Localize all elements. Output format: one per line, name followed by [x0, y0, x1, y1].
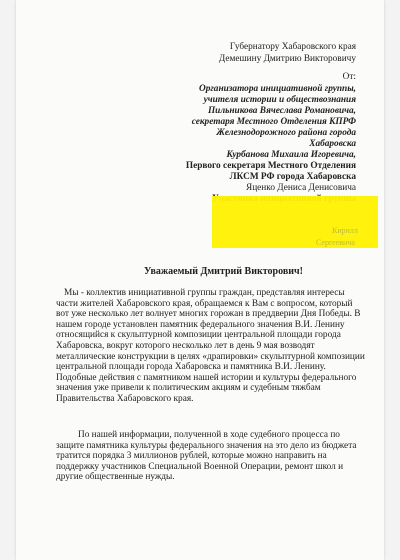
sender-line: Организатора инициативной группы,: [199, 84, 356, 94]
paragraph-line: центральной площади города Хабаровска и памятника В.И. Ленину.: [56, 362, 326, 373]
salutation: Уважаемый Дмитрий Викторович!: [144, 266, 303, 277]
paragraph-line: тратится порядка 3 миллионов рублей, которые можно направить на: [56, 451, 327, 462]
from-label: От:: [342, 72, 356, 82]
sender-line: Железнодорожного района города: [216, 128, 356, 138]
paragraph-line: относящийся к скульптурной композиции центральной площади города: [56, 330, 341, 341]
paragraph-line: металлические конструкции в целях «драпировки» скульптурной композиции: [56, 351, 365, 362]
paragraph-line: поддержку участников Специальной Военной Операции, ремонт школ и: [56, 461, 344, 472]
paragraph-line: значения уже привели к политическим акциям и судебным тяжбам: [56, 383, 321, 394]
paragraph-2: [56, 430, 386, 483]
recipient-title: Губернатору Хабаровского края: [229, 42, 356, 52]
sender-line: ЛКСМ РФ города Хабаровска: [229, 172, 356, 182]
paragraph-line: защите памятника культуры федерального значения на это дело из бюджета: [56, 440, 357, 451]
paragraph-line: части жителей Хабаровского края, обращаемся к Вам с вопросом, который: [56, 298, 353, 309]
sender-line: Хабаровска: [309, 139, 356, 149]
sender-line: Пильникова Вячеслава Романовича,: [207, 106, 356, 116]
paragraph-line: Правительства Хабаровского края.: [56, 393, 194, 404]
sender-line: Первого секретаря Местного Отделения: [185, 161, 356, 171]
paragraph-1: [56, 288, 386, 405]
paragraph-line: Подобные действия с памятником нашей истории и культуры федерального: [56, 372, 357, 383]
paragraph-line: По нашей информации, полученной в ходе судебного процесса по: [78, 430, 340, 440]
paragraph-line: нашем городе установлен памятник федерального значения В.И. Ленину: [56, 319, 345, 330]
recipient-name: Демешину Дмитрию Викторовичу: [218, 54, 356, 64]
redacted-text: Сергеевича: [316, 238, 355, 247]
sender-line: секретаря Местного Отделения КПРФ: [191, 117, 356, 127]
sender-line: учителя истории и обществознания: [203, 95, 356, 105]
letter-page: [16, 0, 384, 560]
redacted-text: Кирилл: [332, 226, 358, 235]
sender-line: Яценко Дениса Денисовича: [246, 183, 356, 193]
paragraph-line: другие общественные нужды.: [56, 472, 175, 483]
paragraph-line: Мы - коллектив инициативной группы граждан, представляя интересы: [64, 288, 345, 298]
paragraph-line: вот уже несколько лет волнует многих горожан в преддверии Дня Победы. В: [56, 309, 361, 320]
sender-line: Курбанова Михаила Игоревича,: [226, 150, 356, 160]
paragraph-line: Хабаровска, вокруг которого несколько лет в день 9 мая возводят: [56, 340, 315, 351]
